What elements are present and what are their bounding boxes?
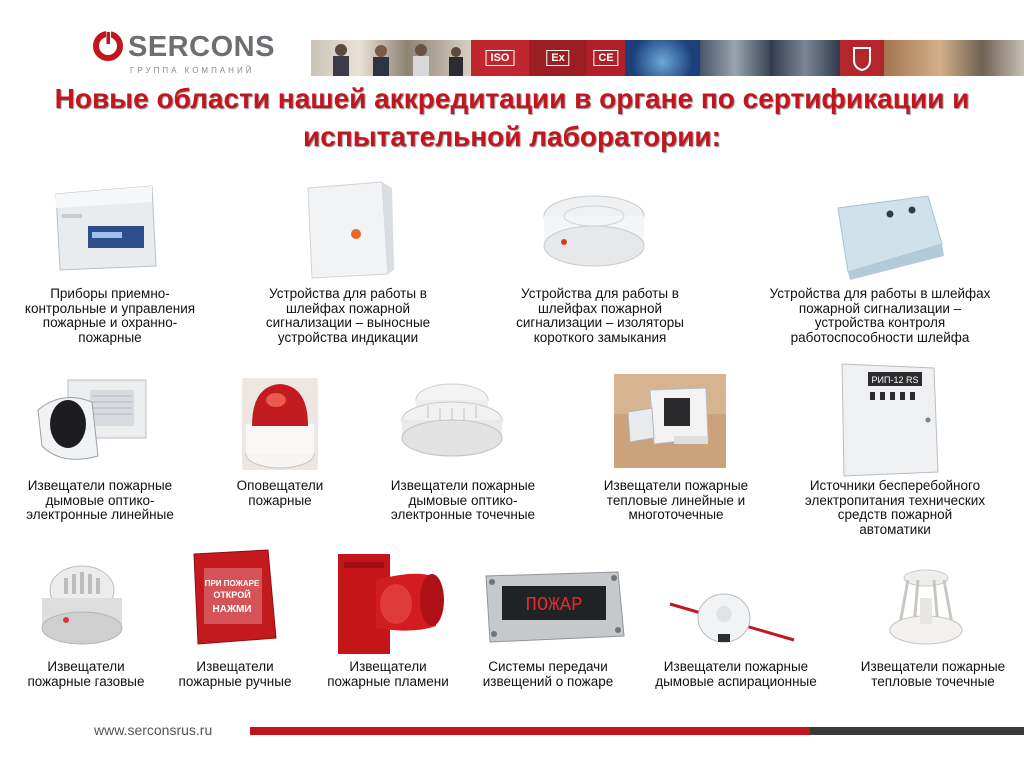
- banner-ce: [587, 40, 625, 76]
- caption-text: Извещатели пожарные тепловые точечные: [860, 659, 1006, 689]
- svg-text:ПРИ ПОЖАРЕ: ПРИ ПОЖАРЕ: [204, 579, 260, 588]
- power-supply-icon: [838, 360, 944, 478]
- caption-point-smoke-detectors: [360, 479, 566, 523]
- caption-text: Извещатели пожарные газовые: [27, 659, 145, 689]
- banner-crest-icon: [840, 40, 884, 76]
- logo-subtitle: ГРУППА КОМПАНИЙ: [130, 66, 255, 75]
- page-title: [0, 80, 1024, 156]
- ce-badge: CE: [593, 50, 618, 66]
- linear-heat-detector-icon: [614, 374, 726, 468]
- svg-text:ОТКРОЙ: ОТКРОЙ: [213, 590, 251, 600]
- banner-workers-photo: [884, 40, 1024, 76]
- isolator-icon: [538, 186, 648, 278]
- gas-detector-icon: [34, 560, 130, 652]
- svg-text:НАЖМИ: НАЖМИ: [212, 604, 252, 615]
- caption-text: Извещатели пожарные тепловые линейные и многоточечные: [603, 478, 749, 522]
- caption-indication-devices: [238, 287, 458, 345]
- banner-ex: [529, 40, 587, 76]
- caption-text: Оповещатели пожарные: [236, 478, 324, 508]
- banner-photo-office: [311, 40, 471, 76]
- banner-globe-icon: [625, 40, 700, 76]
- ex-badge: Ex: [546, 50, 569, 66]
- caption-gas-detectors: [6, 660, 166, 689]
- caption-text: Системы передачи извещений о пожаре: [482, 659, 614, 689]
- iso-badge: ISO: [486, 50, 515, 66]
- people-icon: [311, 40, 471, 76]
- caption-point-heat-detectors: [842, 660, 1024, 689]
- caption-text: Приборы приемно- контрольные и управления пожарные и охранно- пожарные: [24, 286, 196, 345]
- header-banner: [311, 40, 1024, 76]
- psu-label: РИП-12 RS: [871, 375, 919, 385]
- heat-detector-icon: [886, 568, 968, 658]
- caption-text: Устройства для работы в шлейфах пожарной сигнализации – устройства контроля работоспособности шлейфа: [769, 286, 991, 345]
- flame-detector-icon: [336, 552, 448, 660]
- caption-sounders: [210, 479, 350, 508]
- sercons-logo-icon: [92, 30, 124, 62]
- caption-alarm-transmission: [464, 660, 632, 689]
- caption-flame-detectors: [310, 660, 466, 689]
- footer-bar: [250, 727, 1024, 735]
- smoke-detector-icon: [398, 376, 508, 468]
- control-panel-icon: [52, 182, 162, 274]
- banner-iso: [471, 40, 529, 76]
- sign-text: ПОЖАР: [525, 594, 583, 616]
- caption-linear-heat-detectors: [576, 479, 776, 523]
- caption-text: Извещатели пожарные дымовые оптико- электронные линейные: [26, 478, 174, 522]
- caption-text: Устройства для работы в шлейфах пожарной сигнализации – изоляторы короткого замыкания: [516, 286, 684, 345]
- sounder-icon: [236, 374, 324, 474]
- caption-text: Извещатели пожарные дымовые оптико- электронные точечные: [390, 478, 536, 522]
- beam-detector-icon: [32, 376, 152, 468]
- aspirating-detector-icon: [668, 582, 796, 650]
- loop-monitor-icon: [832, 192, 948, 280]
- caption-control-panels: [10, 287, 210, 345]
- title-line-1: Новые области нашей аккредитации в органе по сертификации и: [54, 83, 970, 114]
- title-line-2: испытательной лаборатории:: [303, 121, 721, 152]
- fire-sign-icon: [478, 566, 628, 648]
- caption-text: Устройства для работы в шлейфах пожарной сигнализации – выносные устройства индикации: [265, 286, 431, 345]
- banner-turbine-icon: [770, 40, 840, 76]
- indicator-box-icon: [298, 178, 398, 282]
- caption-manual-call-points: [160, 660, 310, 689]
- caption-power-supplies: [776, 479, 1014, 537]
- caption-text: Извещатели пожарные пламени: [327, 659, 449, 689]
- manual-call-point-icon: [188, 548, 280, 648]
- caption-beam-detectors: [0, 479, 200, 523]
- caption-isolators: [490, 287, 710, 345]
- banner-industry-icon: [700, 40, 770, 76]
- caption-text: Извещатели пожарные дымовые аспирационные: [655, 659, 817, 689]
- caption-text: Источники бесперебойного электропитания технических средств пожарной автоматики: [804, 478, 986, 537]
- caption-text: Извещатели пожарные ручные: [178, 659, 292, 689]
- caption-aspirating-detectors: [630, 660, 842, 689]
- logo-text: SERCONS: [128, 31, 275, 63]
- website-link[interactable]: www.serconsrus.ru: [94, 722, 213, 738]
- caption-loop-monitoring: [740, 287, 1020, 345]
